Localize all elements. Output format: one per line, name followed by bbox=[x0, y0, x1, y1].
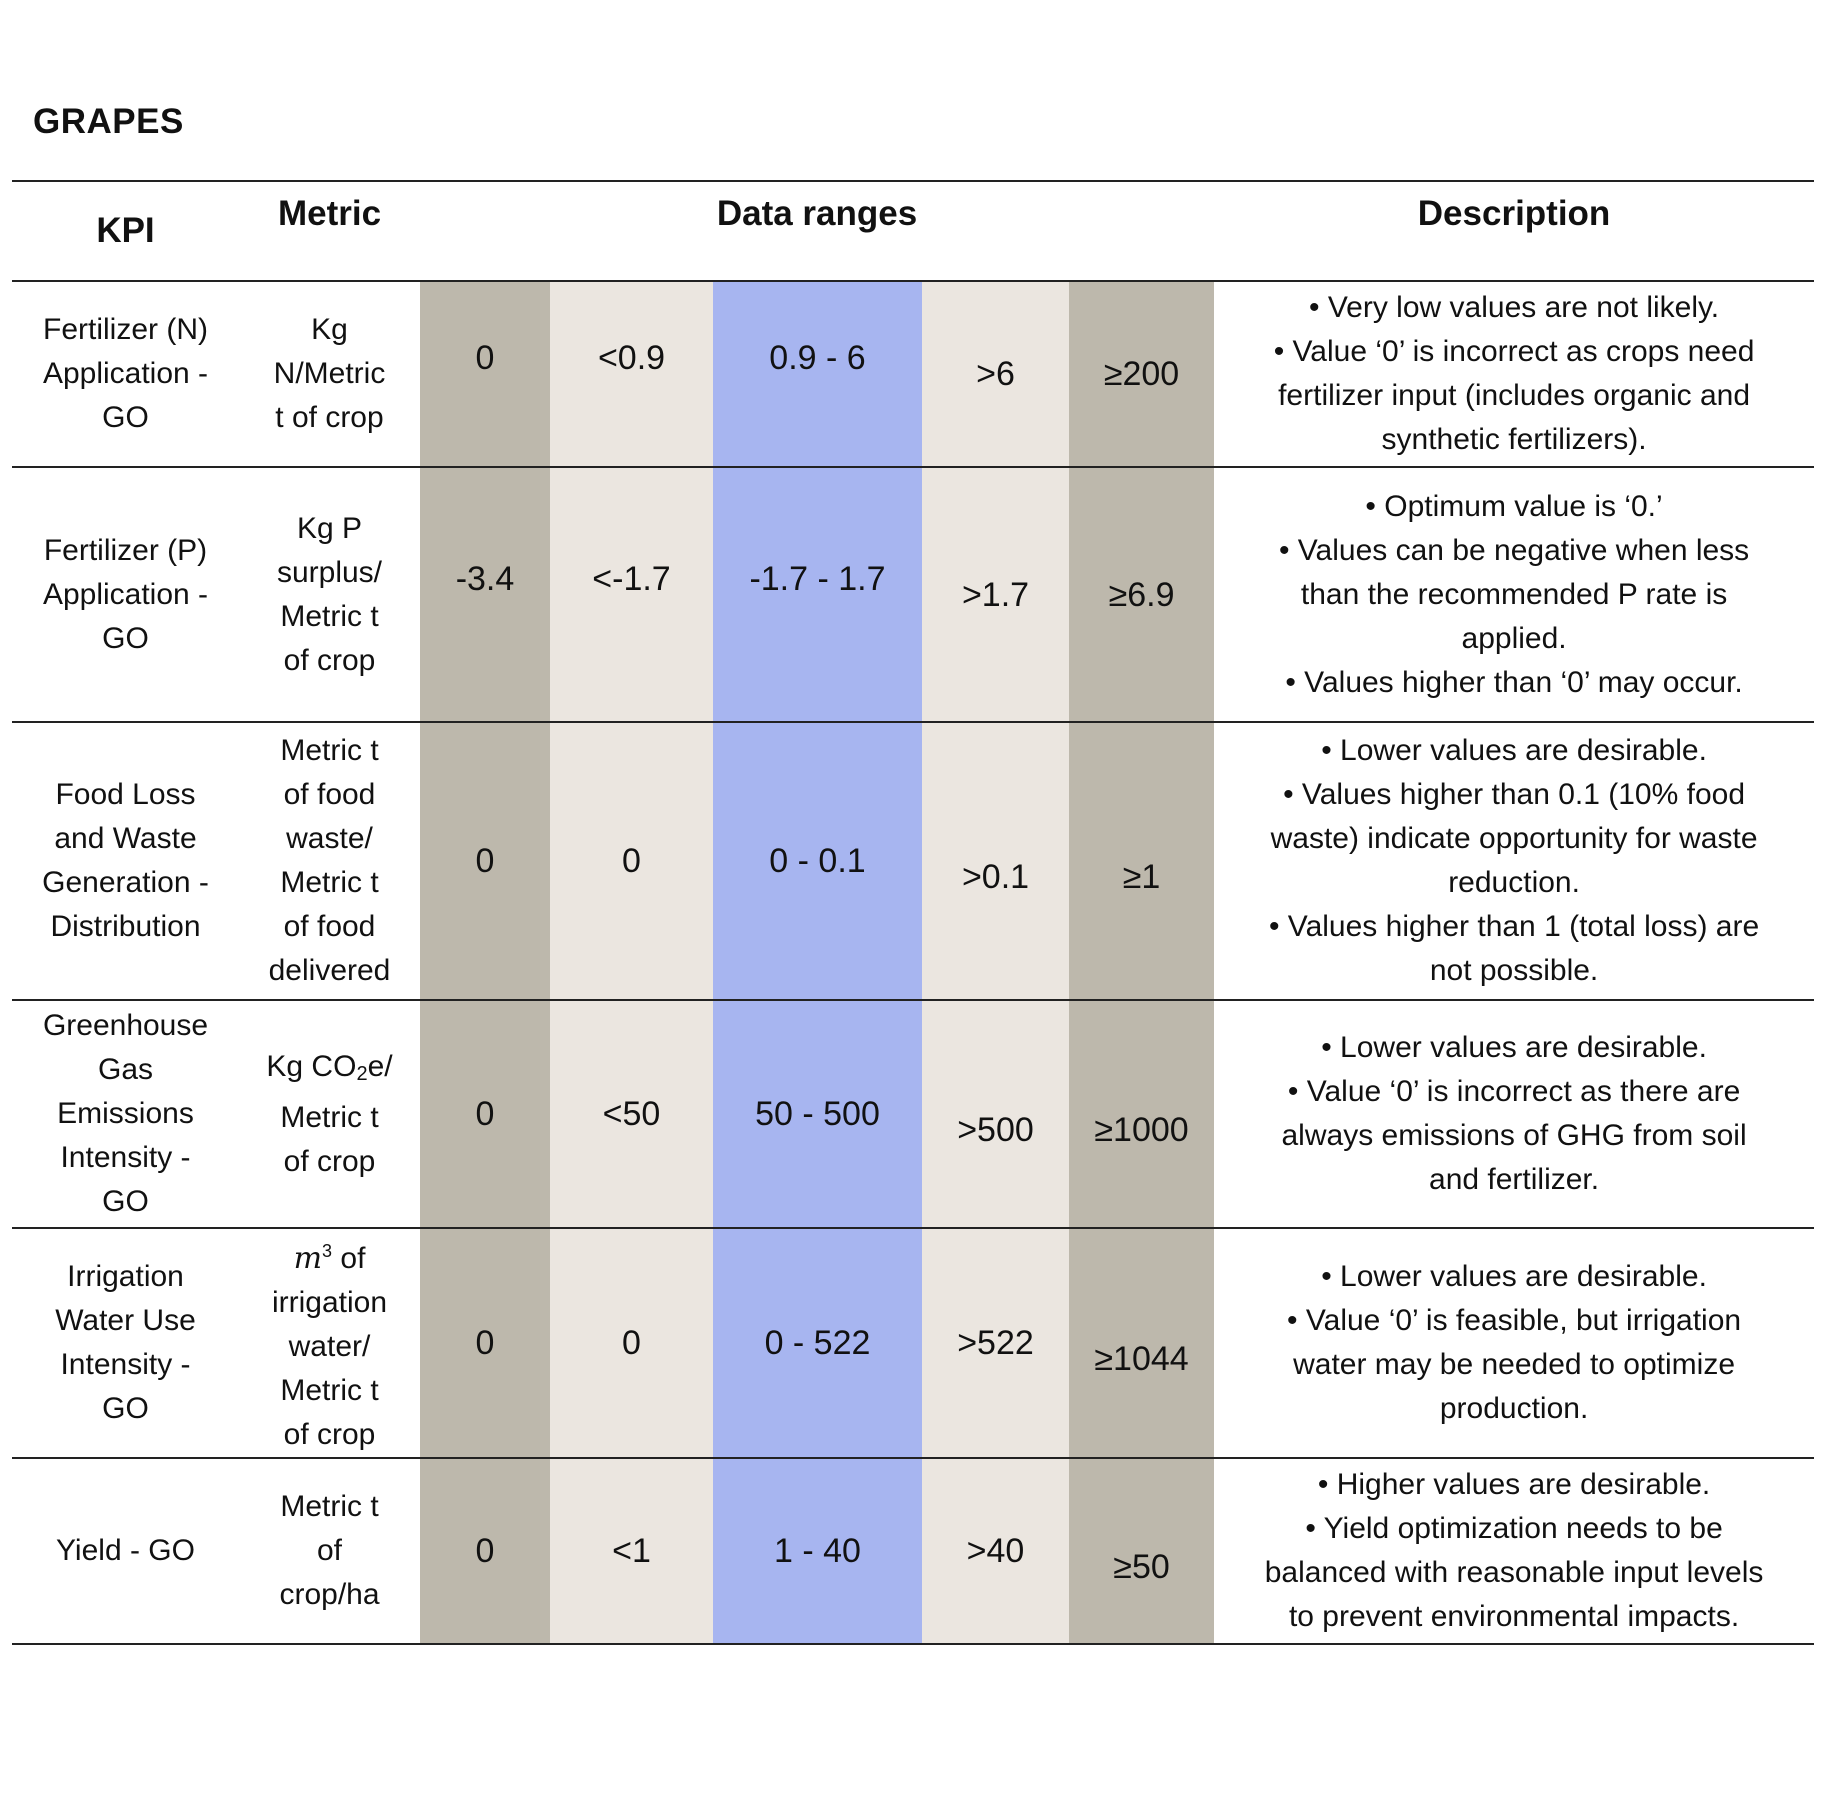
range-cell: ≥200 bbox=[1069, 281, 1214, 467]
range-cell: ≥1 bbox=[1069, 722, 1214, 1000]
range-cell: 50 - 500 bbox=[713, 1000, 922, 1228]
table-row bbox=[12, 467, 1814, 722]
range-cell: 0 bbox=[420, 1228, 550, 1458]
range-cell: 0 bbox=[550, 1228, 713, 1458]
range-cell: <-1.7 bbox=[550, 467, 713, 722]
description-header: Description bbox=[1214, 181, 1814, 281]
range-cell: >0.1 bbox=[922, 722, 1069, 1000]
kpi-header: KPI bbox=[12, 181, 239, 281]
range-cell: 0 bbox=[550, 722, 713, 1000]
table-row bbox=[12, 281, 1814, 467]
metric-cell: Kg $CO_2e/$ Metric t of crop bbox=[239, 1000, 420, 1228]
range-cell: 0 bbox=[420, 281, 550, 467]
range-cell: -3.4 bbox=[420, 467, 550, 722]
kpi-cell: Fertilizer (N) Application - GO bbox=[12, 281, 239, 467]
kpi-cell: Fertilizer (P) Application - GO bbox=[12, 467, 239, 722]
table-row bbox=[12, 1228, 1814, 1458]
range-cell: >6 bbox=[922, 281, 1069, 467]
range-cell: -1.7 - 1.7 bbox=[713, 467, 922, 722]
range-cell: >500 bbox=[922, 1000, 1069, 1228]
metric-cell: Metric t of crop/ha bbox=[239, 1458, 420, 1644]
description-cell: • Lower values are desirable. • Value ‘0’ is feasible, but irrigation water may be needed to optimize production. bbox=[1214, 1228, 1814, 1458]
range-cell: 0 - 522 bbox=[713, 1228, 922, 1458]
data-ranges-header: Data ranges bbox=[420, 181, 1214, 281]
range-cell: <1 bbox=[550, 1458, 713, 1644]
description-cell: • Lower values are desirable. • Values higher than 0.1 (10% food waste) indicate opportunity for waste reduction. • Values higher than 1 (total loss) are not possible. bbox=[1214, 722, 1814, 1000]
description-cell: • Lower values are desirable. • Value ‘0’ is incorrect as there are always emissions of GHG from soil and fertilizer. bbox=[1214, 1000, 1814, 1228]
kpi-table bbox=[12, 180, 1814, 1645]
range-cell: 0 bbox=[420, 1000, 550, 1228]
metric-cell: Kg N/Metric t of crop bbox=[239, 281, 420, 467]
range-cell: >522 bbox=[922, 1228, 1069, 1458]
range-cell: ≥6.9 bbox=[1069, 467, 1214, 722]
metric-header: Metric bbox=[239, 181, 420, 281]
metric-cell: Metric t of food waste/ Metric t of food delivered bbox=[239, 722, 420, 1000]
range-cell: ≥1044 bbox=[1069, 1228, 1214, 1458]
metric-cell: $m^3$ of irrigation water/ Metric t of crop bbox=[239, 1228, 420, 1458]
range-cell: >1.7 bbox=[922, 467, 1069, 722]
description-cell: • Very low values are not likely. • Value ‘0’ is incorrect as crops need fertilizer input (includes organic and synthetic fertilizers). bbox=[1214, 281, 1814, 467]
range-cell: ≥50 bbox=[1069, 1458, 1214, 1644]
table-row bbox=[12, 1000, 1814, 1228]
metric-cell: Kg P surplus/ Metric t of crop bbox=[239, 467, 420, 722]
table-row bbox=[12, 1458, 1814, 1644]
kpi-cell: Greenhouse Gas Emissions Intensity - GO bbox=[12, 1000, 239, 1228]
table-row bbox=[12, 722, 1814, 1000]
kpi-cell: Food Loss and Waste Generation - Distribution bbox=[12, 722, 239, 1000]
header-row bbox=[12, 181, 1814, 281]
description-cell: • Higher values are desirable. • Yield optimization needs to be balanced with reasonable input levels to prevent environmental impacts. bbox=[1214, 1458, 1814, 1644]
metric-co2-line: Kg $CO_2e/$ bbox=[266, 1049, 393, 1085]
range-cell: 0 bbox=[420, 722, 550, 1000]
page-title: GRAPES bbox=[33, 102, 184, 141]
range-cell: 0 bbox=[420, 1458, 550, 1644]
kpi-cell: Yield - GO bbox=[12, 1458, 239, 1644]
range-cell: 1 - 40 bbox=[713, 1458, 922, 1644]
description-cell: • Optimum value is ‘0.’ • Values can be negative when less than the recommended P rate is applied. • Values higher than ‘0’ may occur. bbox=[1214, 467, 1814, 722]
range-cell: 0 - 0.1 bbox=[713, 722, 922, 1000]
kpi-cell: Irrigation Water Use Intensity - GO bbox=[12, 1228, 239, 1458]
range-cell: >40 bbox=[922, 1458, 1069, 1644]
metric-m3-line: $m^3$ of bbox=[293, 1241, 366, 1276]
range-cell: <0.9 bbox=[550, 281, 713, 467]
range-cell: <50 bbox=[550, 1000, 713, 1228]
range-cell: 0.9 - 6 bbox=[713, 281, 922, 467]
range-cell: ≥1000 bbox=[1069, 1000, 1214, 1228]
